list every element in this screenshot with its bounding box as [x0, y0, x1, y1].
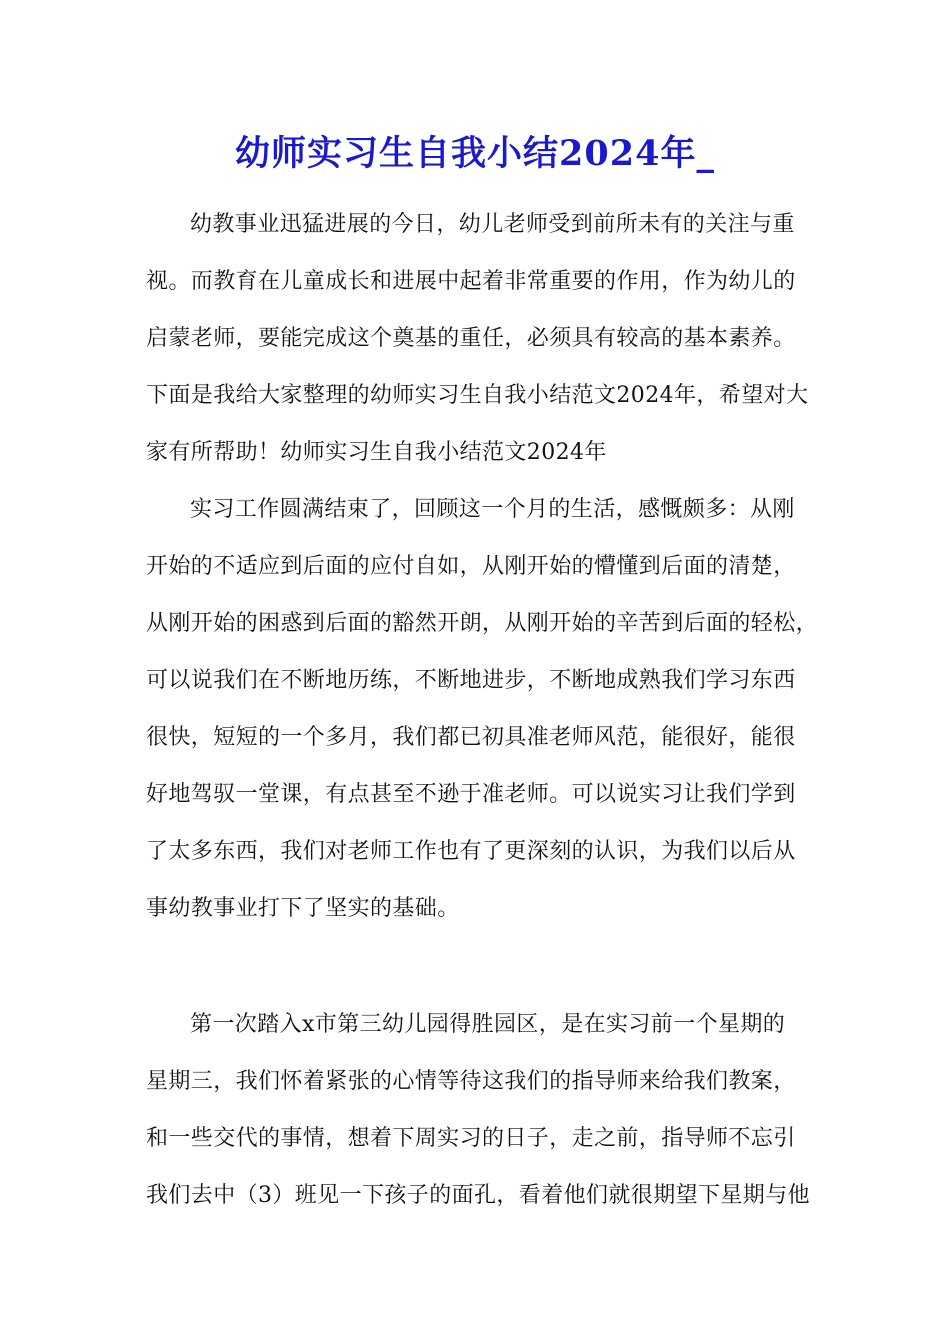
paragraph-line: 家有所帮助！幼师实习生自我小结范文2024年 — [146, 440, 607, 465]
paragraph-line: 视。而教育在儿童成长和进展中起着非常重要的作用，作为幼儿的 — [146, 269, 796, 294]
paragraph-line: 了太多东西，我们对老师工作也有了更深刻的认识，为我们以后从 — [146, 839, 796, 864]
paragraph-line: 启蒙老师，要能完成这个奠基的重任，必须具有较高的基本素养。 — [146, 326, 796, 351]
paragraph-line: 下面是我给大家整理的幼师实习生自我小结范文2024年，希望对大 — [146, 383, 809, 408]
paragraph-line: 可以说我们在不断地历练，不断地进步，不断地成熟我们学习东西 — [146, 668, 796, 693]
paragraph-line: 第一次踏入x市第三幼儿园得胜园区，是在实习前一个星期的 — [190, 1012, 786, 1037]
paragraph-line: 星期三，我们怀着紧张的心情等待这我们的指导师来给我们教案， — [146, 1069, 796, 1094]
paragraph-line: 好地驾驭一堂课，有点甚至不逊于准老师。可以说实习让我们学到 — [146, 782, 796, 807]
paragraph-line: 开始的不适应到后面的应付自如，从刚开始的懵懂到后面的清楚， — [146, 554, 796, 579]
paragraph-summary — [146, 481, 818, 937]
paragraph-intro — [146, 196, 808, 481]
paragraph-line: 事幼教事业打下了坚实的基础。 — [146, 896, 460, 921]
paragraph-line: 从刚开始的困惑到后面的豁然开朗，从刚开始的辛苦到后面的轻松， — [146, 611, 819, 636]
document-title: 幼师实习生自我小结2024年_ — [235, 133, 715, 174]
paragraph-line: 和一些交代的事情，想着下周实习的日子，走之前，指导师不忘引 — [146, 1126, 796, 1151]
paragraph-line: 很快，短短的一个多月，我们都已初具准老师风范，能很好，能很 — [146, 725, 796, 750]
paragraph-first-visit — [146, 996, 810, 1224]
paragraph-line: 实习工作圆满结束了，回顾这一个月的生活，感慨颇多：从刚 — [190, 497, 795, 522]
paragraph-line: 我们去中（3）班见一下孩子的面孔，看着他们就很期望下星期与他 — [146, 1183, 810, 1208]
paragraph-line: 幼教事业迅猛进展的今日，幼儿老师受到前所未有的关注与重 — [190, 212, 795, 237]
